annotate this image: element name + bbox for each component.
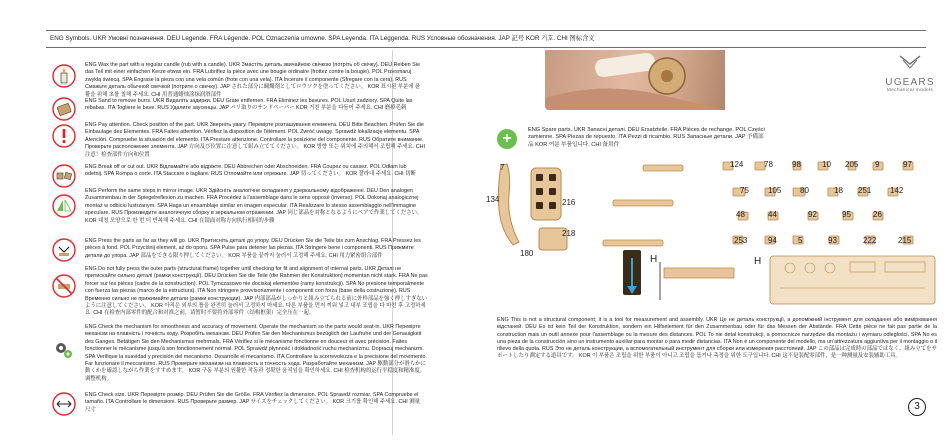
part-number: 216 [562, 198, 576, 207]
symbol-row-no-press [50, 266, 480, 322]
candle-wax-icon [52, 64, 76, 88]
symbol-row-break [50, 164, 480, 188]
spare-parts-text: ENG Spare parts. UKR Запасні деталі. DEU Ersatzteile. FRA Pièces de rechange. POL Części zamienne. SPA Piezas de repuesto. ITA Pezzi di ricambio. RUS Запасные детали. JAP 予備部品 KOR 여분 부품입니다. CHI 备用件 [528, 127, 765, 148]
symbol-row-attention [50, 122, 480, 162]
part-number: 218 [562, 229, 576, 238]
part-number: 215 [898, 236, 912, 245]
symbol-text-press: ENG Press the parts as far as they will go. UKR Притисніть деталі до упору. DEU Drücken Sie die Teile bis zum Anschlag. FRA Pressez les pièces à fond. POL Przyciśnij element, aż do oporu. SPA Pulse para detener las piezas. ITA Stringere bene i componenti. RUS Прижмите детали до упора. JAP 部品をできる限り押してください。 KOR 부품을 끝까지 눌러서 고정해 주세요. CHI 用力紧密组合部件 [85, 238, 421, 259]
part-number: 93 [828, 236, 837, 245]
symbol-row-sand [50, 98, 480, 120]
part-number: 7 [500, 163, 505, 172]
sandpaper-icon [52, 97, 76, 121]
part-number: 142 [890, 186, 904, 195]
no-press-icon [52, 274, 76, 298]
symbols-list [50, 50, 480, 442]
part-number: 94 [768, 236, 777, 245]
symbol-text-wax: ENG Wax the part with a regular candle (rub with a candle). UKR Змастіть деталь звичайною свічкою (потріть об свічку). DEU Reiben Sie das Teil mit einer einfachen Kerze etwas ein. FRA Lubrifiez la pièce avec une bougie ordinaire (frottez contre la bougie). POL Przesmaruj zwykłą świecą. SPA Engrase la pieza con una vela común (frote con una vela). ITA Incerare il componente (Sfregare con la cera). RUS Смажьте деталь обычной свечкой (потрите о свечку). JAP された部分に蝋燭剤としてロウソクを塗ってください。 KOR 표시된 부분에 윤활을 위해 초를 칠해 주세요. CHI 用普通蜡烛涂抹润滑部件 [85, 62, 421, 98]
callout-h: H [650, 254, 658, 265]
part-number: 10 [822, 160, 831, 169]
symbol-text-size: ENG Check size. UKR Перевірте розмір. DEU Prüfen Sie die Größe. FRA Vérifiez la dimension. POL Sprawdź rozmiar. SPA Compruebe el tamaño. ITA Controllare le dimensioni. RUS Проверьте размер. JAP サイズをチェックしてください。 KOR 크기를 확인해 주세요. CHI 测量尺寸 [85, 392, 421, 413]
logo-mark-icon [898, 54, 922, 70]
symbol-row-wax [50, 62, 480, 96]
mirror-icon [52, 194, 76, 218]
part-number: 92 [808, 210, 817, 219]
measuring-tool-diagram [620, 250, 940, 312]
ugears-logo [880, 54, 940, 104]
part-number: 95 [842, 210, 851, 219]
part-number: 105 [768, 186, 782, 195]
part-number: 48 [736, 210, 745, 219]
attention-icon [52, 124, 76, 148]
symbols-header [46, 30, 926, 48]
part-number: 124 [730, 160, 744, 169]
logo-tagline: Mechanical models [886, 88, 934, 93]
symbol-row-press [50, 238, 480, 264]
part-number: 98 [792, 160, 801, 169]
part-number: 180 [520, 249, 534, 258]
symbol-row-mirror [50, 188, 480, 236]
symbol-row-mechanism [50, 324, 480, 390]
logo-brand: UGEARS [885, 77, 935, 88]
symbol-text-attention: ENG Pay attention. Check position of the part. UKR Зверніть увагу. Перевірте розташування елемента. DEU Bitte Beachten. Prüfen Sie die Einbaulage des Elementes. FRA Faites attention. Vérifiez la disposition de l'élément. POL Zwróć uwagę. Sprawdź lokalizację elementu. SPA Atención. Compruebe la situación del elemento. ITA Prestare attenzione. Controllare la posizione del componente. RUS Обратите внимание. Проверьте расположение элемента. JAP 方向及び位置に注意して組み立ててください。 KOR 방향 또는 위치에 주의해서 조립해 주세요. CHI 注意！检查部件方向和位置 [85, 122, 425, 158]
symbol-text-no-press: ENG Do not fully press the outer parts (structural frame) together until checking for fit and alignment of internal parts. UKR Деталі не притискайте сильно деталі (рамки конструкції). DEU Drücken Sie die Teile (die Rahmen der Konstruktion) momentan nicht stark. FRA Ne pas forcer sur les pièces (cadre de la construction). POL Tymczasowo nie dociskaj elementów (ramy konstrukcji). SPA No presione temporalmente con fuerza las piezas (marco de la estructura). ITA Non stringere provvisoriamente i componenti con forza (base della costruzione). RUS Временно сильно не прижимайте детали (рамки конструкции). JAP 内部部品がしっかりと組み立てられる前に外枠部品を強く押しすぎないように注意してください。 KOR 아직은 외부의 틀을 완전히 눌러서 고정하지 마세요. 다른 부품을 먼저 끼워 넣고 내부 조립을 다 마친 후 고정하세요. CHI 在检查内部零件的配合和对准之前，请暂时不要将外部零件（结构框架）完全压在一起。 [85, 266, 428, 317]
break-off-icon [52, 164, 76, 188]
page-number: 3 [908, 398, 926, 416]
gears-icon [52, 338, 76, 362]
symbol-text-mirror: ENG Perform the same steps in mirror image. UKR Здійсніть аналогічне складання у дзеркальному відображенні. DEU Den analogen Zusammenbau in der Spiegelreflexion zu machen. FRA Procédez à l'assemblage dans le sens opposé (inverse). POL Dokonaj analogicznej montaż w odbiciu lustrzanym. SPA Haga un ensamblaje similar en imagen especular. ITA Realizzare lo stesso assemblaggio nell'immagine speculare. RUS Произведите аналогичную сборку в зеркальном отражении. JAP 同じ部品を対称となるようにペアで作業してください。 KOR 대칭 모양으로 한 번 더 반복해 주세요. CHI 在镜面对称方向执行相同的步骤 [85, 188, 423, 224]
plus-icon: + [497, 129, 517, 149]
part-number: 97 [903, 160, 912, 169]
symbol-text-mechanism: ENG Check the mechanism for smoothness and accuracy of movement. Operate the mechanism so the parts would seat-in. UKR Перевірте механізм на плавність і точність ходу. Розробіть механізм. DEU Prüfen Sie den Mechanismus bezüglich der Laufruhe und der Genauigkeit des Ganges. Betätigen Sie den Mechanismus mehrmals. FRA Vérifiez si le mécanisme fonctionne en douceur et avec précision. Faites fonctionner le mécanisme jusqu'à son fonctionnement normal. POL Sprawdź płynność i dokładność ruchu mechanizmu. Dopracuj mechanizm. SPA Verifique la suavidad y precisión del mecanismo. Desarrolle el mecanismo. ITA Controllare la scorrevolezza e la precisione del movimento. Far funzionare il meccanismo. RUS Проверьте механизм на плавность и точность хода. Разработайте механизм. JAP 駆動部分が滑らかに動くかを確認しながら作業をすすめます。 KOR 구동 부분의 원활한 작동과 정확한 움직임을 확인하세요. CHI 检查机构的运行平稳度和精准度。调整机构。 [85, 324, 427, 382]
part-number: 9 [875, 160, 880, 169]
hand-candle-illustration [545, 50, 725, 110]
part-number: 222 [863, 236, 877, 245]
measurement-note: ENG This is not a structural component; it is a tool for measurement and assembly. UKR Це не деталь конструкції, а допоміжний інструмент для складання або вимірювання відстаней. DEU Es ist kein Teil der Konstruktion, sondern ein Hilfselement für den Zusammenbau oder für das Messen der Abstände. FRA Cette pièce ne fait pas partie de la construction mais un outil annexe pour l'assemblage ou la mesure des distances. POL To nie detal konstrukcji, a pomocnicze narzędzie dla montażu i wymiaru odległości. SPA No es una pieza de la construcción sino un instrumento auxiliar para montar o para medir distancias. ITA Non è un componente del modello, ma un'attrezzatura aggiuntiva per il montaggio o il rilievo della quota. RUS Это не деталь конструкции, а вспомогательный инструмент для сборки или измерения расстояний. JAP この部品は完成時の部品ではなく、組み立てをサポートしたり測定する道具です。 KOR 이 부품은 조립을 위한 부품이 아니고 조립을 돕거나 측정을 위한 도구입니다. CHI 这不是装配零部件，是一种测量及安装辅助工具。 [497, 317, 937, 360]
measure-icon [52, 392, 76, 416]
symbols-header-text: ENG Symbols. UKR Умовні позначення. DEU Legende. FRA Légende. POL Oznaczenia umowne. SPA Leyenda. ITA Leggenda. RUS Условные обозначения. JAP 記号 KOR 기호. CHI 图标含义 [50, 35, 595, 42]
part-number: 78 [764, 160, 773, 169]
symbol-text-break: ENG Break off or cut out. UKR Відламайте або відріжте. DEU Abbrechen oder Abschneiden. FRA Coupez ou cassez. POL Odłam lub odetnij. SPA Rompa o corte. ITA Staccare o tagliare. RUS Отломайте или отрежьте. JAP 切ってください。 KOR 잘라내 주세요. CHI 切断 [85, 164, 416, 178]
part-number: 18 [834, 186, 843, 195]
part-number: 5 [798, 236, 803, 245]
part-number: 253 [734, 236, 748, 245]
symbol-text-sand: ENG Sand to remove burrs. UKR Видаліть задирки. DEU Grate entfernen. FRA Éliminez les bavures. POL Usuń zadziory. SPA Quite las rebabas. ITA Togliere le bave. RUS Удалите заусенцы. JAP バリ取りのサンドペーパー KOR 거친 부분을 다듬어 주세요. CHI 磨掉毛刺 [85, 98, 413, 112]
part-number: 251 [858, 186, 872, 195]
part-number: 75 [740, 186, 749, 195]
part-number: 134 [486, 195, 500, 204]
part-number: 80 [800, 186, 809, 195]
part-number: 44 [768, 210, 777, 219]
part-number: 26 [873, 210, 882, 219]
part-number: 205 [845, 160, 859, 169]
press-icon [52, 238, 76, 262]
candle-photo [545, 50, 725, 110]
callout-h: H [754, 256, 762, 267]
symbol-row-size [50, 390, 480, 412]
